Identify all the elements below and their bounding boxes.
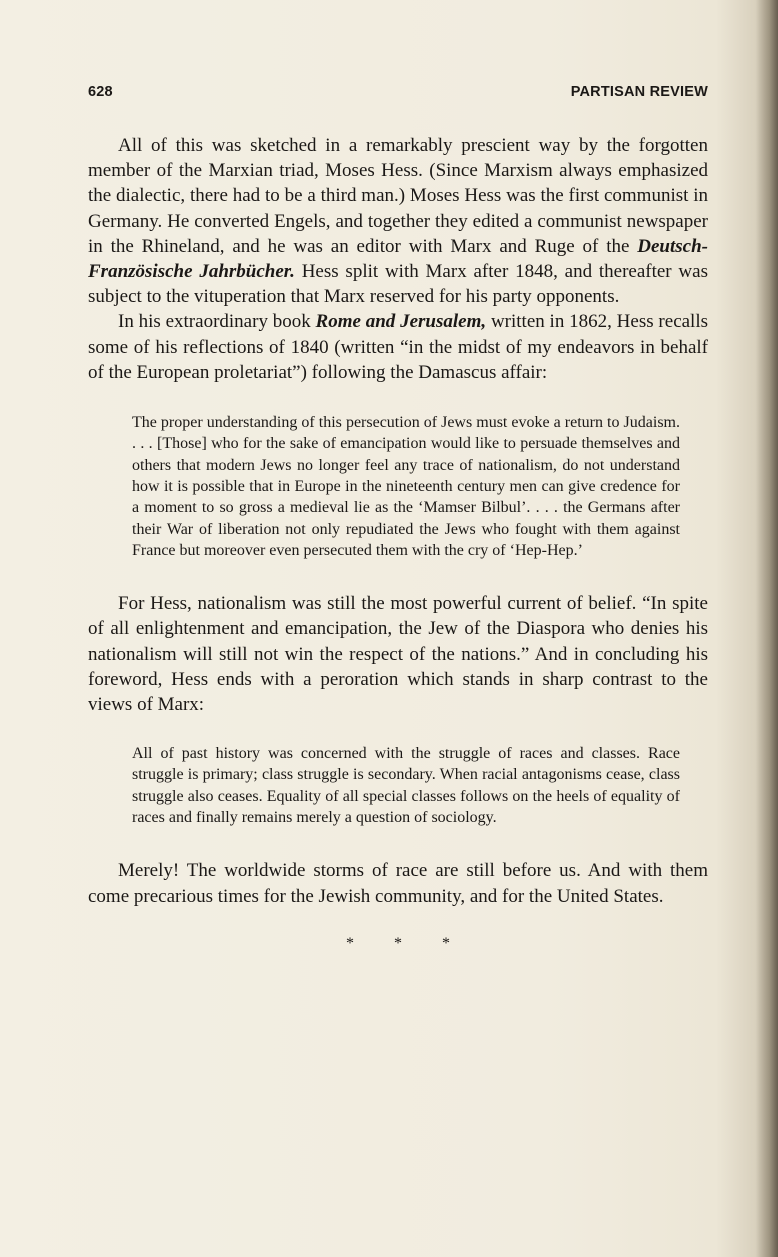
paragraph-1-text-a: All of this was sketched in a remarkably prescient way by the forgotten member of the Marxian triad, Moses Hess. (Since Marxism always emphasized the dialectic, there had to be a third man.) Moses Hess was the first communist in Germany. He converted Engels, and together they edited a communist newspaper in the Rhineland, and he was an editor with Marx and Ruge of the [88,135,708,257]
body-text [88,133,708,953]
block-quote-1: The proper understanding of this persecution of Jews must evoke a return to Judaism. . . . [Those] who for the sake of emancipation would like to persuade themselves and others that modern Jews no longer feel any trace of nationalism, do not understand how it is possible that in Europe in the nineteenth century men can give credence for a moment to so gross a medieval lie as the ‘Mamser Bilbul’. . . . the Germans after their War of liberation not only repudiated the Jews who fought with them against France but moreover even persecuted them with the cry of ‘Hep-Hep.’ [132,414,680,559]
section-break-ornament: * * * [346,934,468,952]
block-quote-2: All of past history was concerned with the struggle of races and classes. Race struggle is primary; class struggle is secondary. When racial antagonisms cease, class struggle also ceases. Equality of all special classes follows on the heels of equality of races and finally remains merely a question of sociology. [132,745,680,827]
paragraph-2 [88,309,708,385]
page-header [88,84,708,104]
paragraph-1 [88,133,708,309]
journal-title: Deutsch-Französische Jahrbücher. [88,235,708,283]
paragraph-3: For Hess, nationalism was still the most powerful current of belief. “In spite of all enlightenment and emancipation, the Jew of the Diaspora who denies his nationalism will still not win the respect of the nations.” And in concluding his foreword, Hess ends with a peroration which stands in sharp contrast to the views of Marx: [88,593,708,715]
book-title: Rome and Jerusalem, [315,311,487,333]
paragraph-1-text-b: Hess split with Marx after 1848, and thereafter was subject to the vituperation that Marx reserved for his party opponents. [88,261,708,308]
paragraph-2-text-a: In his extraordinary book [118,311,316,333]
running-head: PARTISAN REVIEW [570,84,708,100]
page-edge-shadow [756,0,778,1257]
paragraph-2-text-b: written in 1862, Hess recalls some of his reflections of 1840 (written “in the midst of my endeavors in behalf of the European proletariat”) following the Damascus affair: [88,311,709,383]
page-number: 628 [88,84,113,100]
paragraph-4: Merely! The worldwide storms of race are still before us. And with them come precarious times for the Jewish community, and for the United States. [88,860,708,907]
